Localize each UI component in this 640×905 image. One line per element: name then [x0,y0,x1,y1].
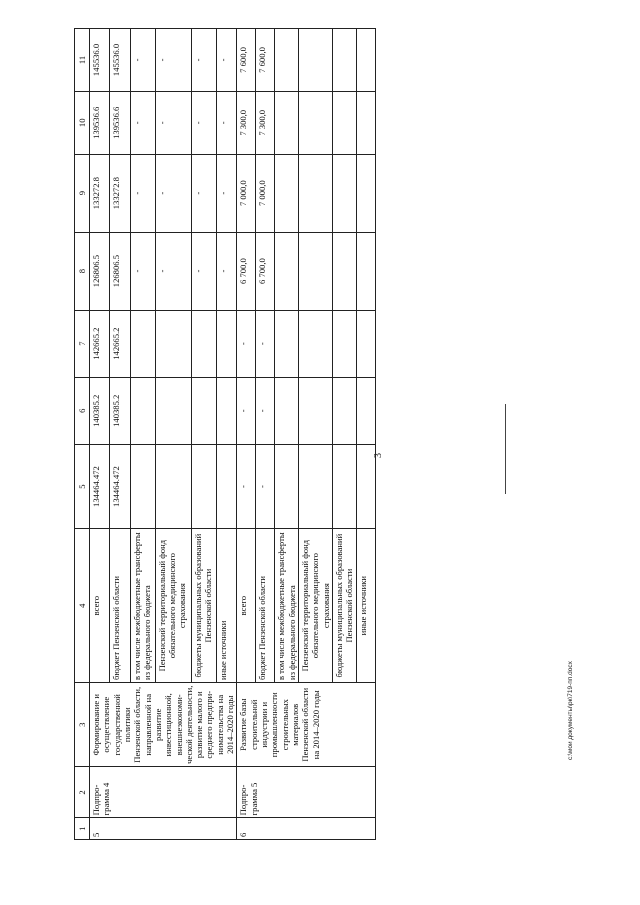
funding-source: всего [90,529,110,683]
subprogram-label: Подпро-грамма 5 [237,767,375,818]
cell-value: - [130,154,155,232]
cell-value [130,310,155,377]
cell-value [356,91,375,154]
cell-value [299,29,333,92]
cell-value: 142665.2 [110,310,130,377]
cell-value: - [191,154,216,232]
cell-value [217,377,237,444]
cell-value [275,29,299,92]
funding-source: Пензенский территориальный фонд обязательного медицинского страхования [299,529,333,683]
cell-value [332,91,356,154]
cell-value: 140385.2 [90,377,110,444]
cell-value: - [155,154,191,232]
cell-value: 7 300,0 [237,91,256,154]
cell-value: - [130,29,155,92]
cell-value: - [256,444,275,528]
cell-value: - [191,29,216,92]
col-number: 10 [75,91,90,154]
cell-value [275,377,299,444]
cell-value [155,377,191,444]
rotated-table-area [74,28,478,840]
footer-file-path: c:\мои документы\рк\719-пп.docx [567,661,574,760]
subprogram-name: Формирование и осуществление государственной политики Пензенской области, направленной на развитие инвестиционной, внешнеэкономи-ческой деятельности, развитие малого и среднего предпри-нимательства на 2014–2020 годы [90,683,237,767]
cell-value: 7 300,0 [256,91,275,154]
divider-line [505,404,506,494]
cell-value [191,310,216,377]
cell-value [275,91,299,154]
cell-value [191,377,216,444]
cell-value [332,377,356,444]
cell-value: 7 600,0 [256,29,275,92]
col-number: 1 [75,818,90,840]
cell-value: 126806.5 [110,232,130,310]
cell-value [275,232,299,310]
cell-value [275,310,299,377]
cell-value [332,444,356,528]
col-number: 7 [75,310,90,377]
cell-value: 133272.8 [90,154,110,232]
cell-value [356,377,375,444]
cell-value [299,310,333,377]
cell-value: - [155,232,191,310]
cell-value [217,444,237,528]
cell-value: 6 700,0 [237,232,256,310]
funding-source: бюджеты муниципальных образований Пензенской области [191,529,216,683]
cell-value [275,154,299,232]
cell-value: 142665.2 [90,310,110,377]
funding-source: в том числе межбюджетные трансферты из федерального бюджета [275,529,299,683]
page-number: 3 [373,453,384,458]
cell-value [332,232,356,310]
cell-value: - [217,91,237,154]
cell-value [356,29,375,92]
cell-value: - [217,154,237,232]
col-number: 2 [75,767,90,818]
cell-value: 6 700,0 [256,232,275,310]
cell-value: - [256,310,275,377]
cell-value [155,310,191,377]
col-number: 5 [75,444,90,528]
cell-value [299,232,333,310]
cell-value [299,154,333,232]
cell-value [356,154,375,232]
subprogram-name: Развитие базы строительной индустрии и промышленности строительных материалов Пензенской области на 2014–2020 годы [237,683,375,767]
cell-value [332,29,356,92]
cell-value [130,444,155,528]
col-number: 9 [75,154,90,232]
cell-value [356,310,375,377]
cell-value: - [155,29,191,92]
cell-value: - [217,29,237,92]
cell-value [130,377,155,444]
cell-value: 126806.5 [90,232,110,310]
cell-value: 7 000,0 [256,154,275,232]
cell-value: 134464.472 [90,444,110,528]
cell-value [217,310,237,377]
cell-value [299,377,333,444]
cell-value: 139536.6 [110,91,130,154]
col-number: 4 [75,529,90,683]
cell-value: - [237,310,256,377]
row-number: 5 [90,818,237,840]
cell-value: 134464.472 [110,444,130,528]
funding-source: бюджет Пензенской области [256,529,275,683]
funding-source: бюджет Пензенской области [110,529,130,683]
row-number: 6 [237,818,375,840]
col-number: 11 [75,29,90,92]
col-number: 6 [75,377,90,444]
cell-value [332,154,356,232]
col-number: 8 [75,232,90,310]
cell-value: - [130,91,155,154]
cell-value: 133272.8 [110,154,130,232]
cell-value [299,91,333,154]
funding-source: Пензенский территориальный фонд обязательного медицинского страхования [155,529,191,683]
column-numbers-row [75,29,90,840]
cell-value: 7 000,0 [237,154,256,232]
cell-value: - [155,91,191,154]
funding-source: всего [237,529,256,683]
cell-value: - [237,377,256,444]
cell-value [299,444,333,528]
cell-value: - [217,232,237,310]
funding-source: иные источники [356,529,375,683]
cell-value: 7 600,0 [237,29,256,92]
cell-value: 145536.0 [90,29,110,92]
cell-value: 139536.6 [90,91,110,154]
cell-value [191,444,216,528]
subprogram-label: Подпро-грамма 4 [90,767,237,818]
cell-value: - [191,232,216,310]
cell-value [155,444,191,528]
cell-value [332,310,356,377]
cell-value [275,444,299,528]
table-row [90,29,110,840]
funding-source: бюджеты муниципальных образований Пензенской области [332,529,356,683]
cell-value [356,232,375,310]
cell-value [356,444,375,528]
cell-value: 145536.0 [110,29,130,92]
cell-value: - [191,91,216,154]
table-row [237,29,256,840]
cell-value: - [237,444,256,528]
cell-value: 140385.2 [110,377,130,444]
col-number: 3 [75,683,90,767]
funding-source: иные источники [217,529,237,683]
cell-value: - [130,232,155,310]
cell-value: - [256,377,275,444]
funding-source: в том числе межбюджетные трансферты из федерального бюджета [130,529,155,683]
funding-table [74,28,376,840]
